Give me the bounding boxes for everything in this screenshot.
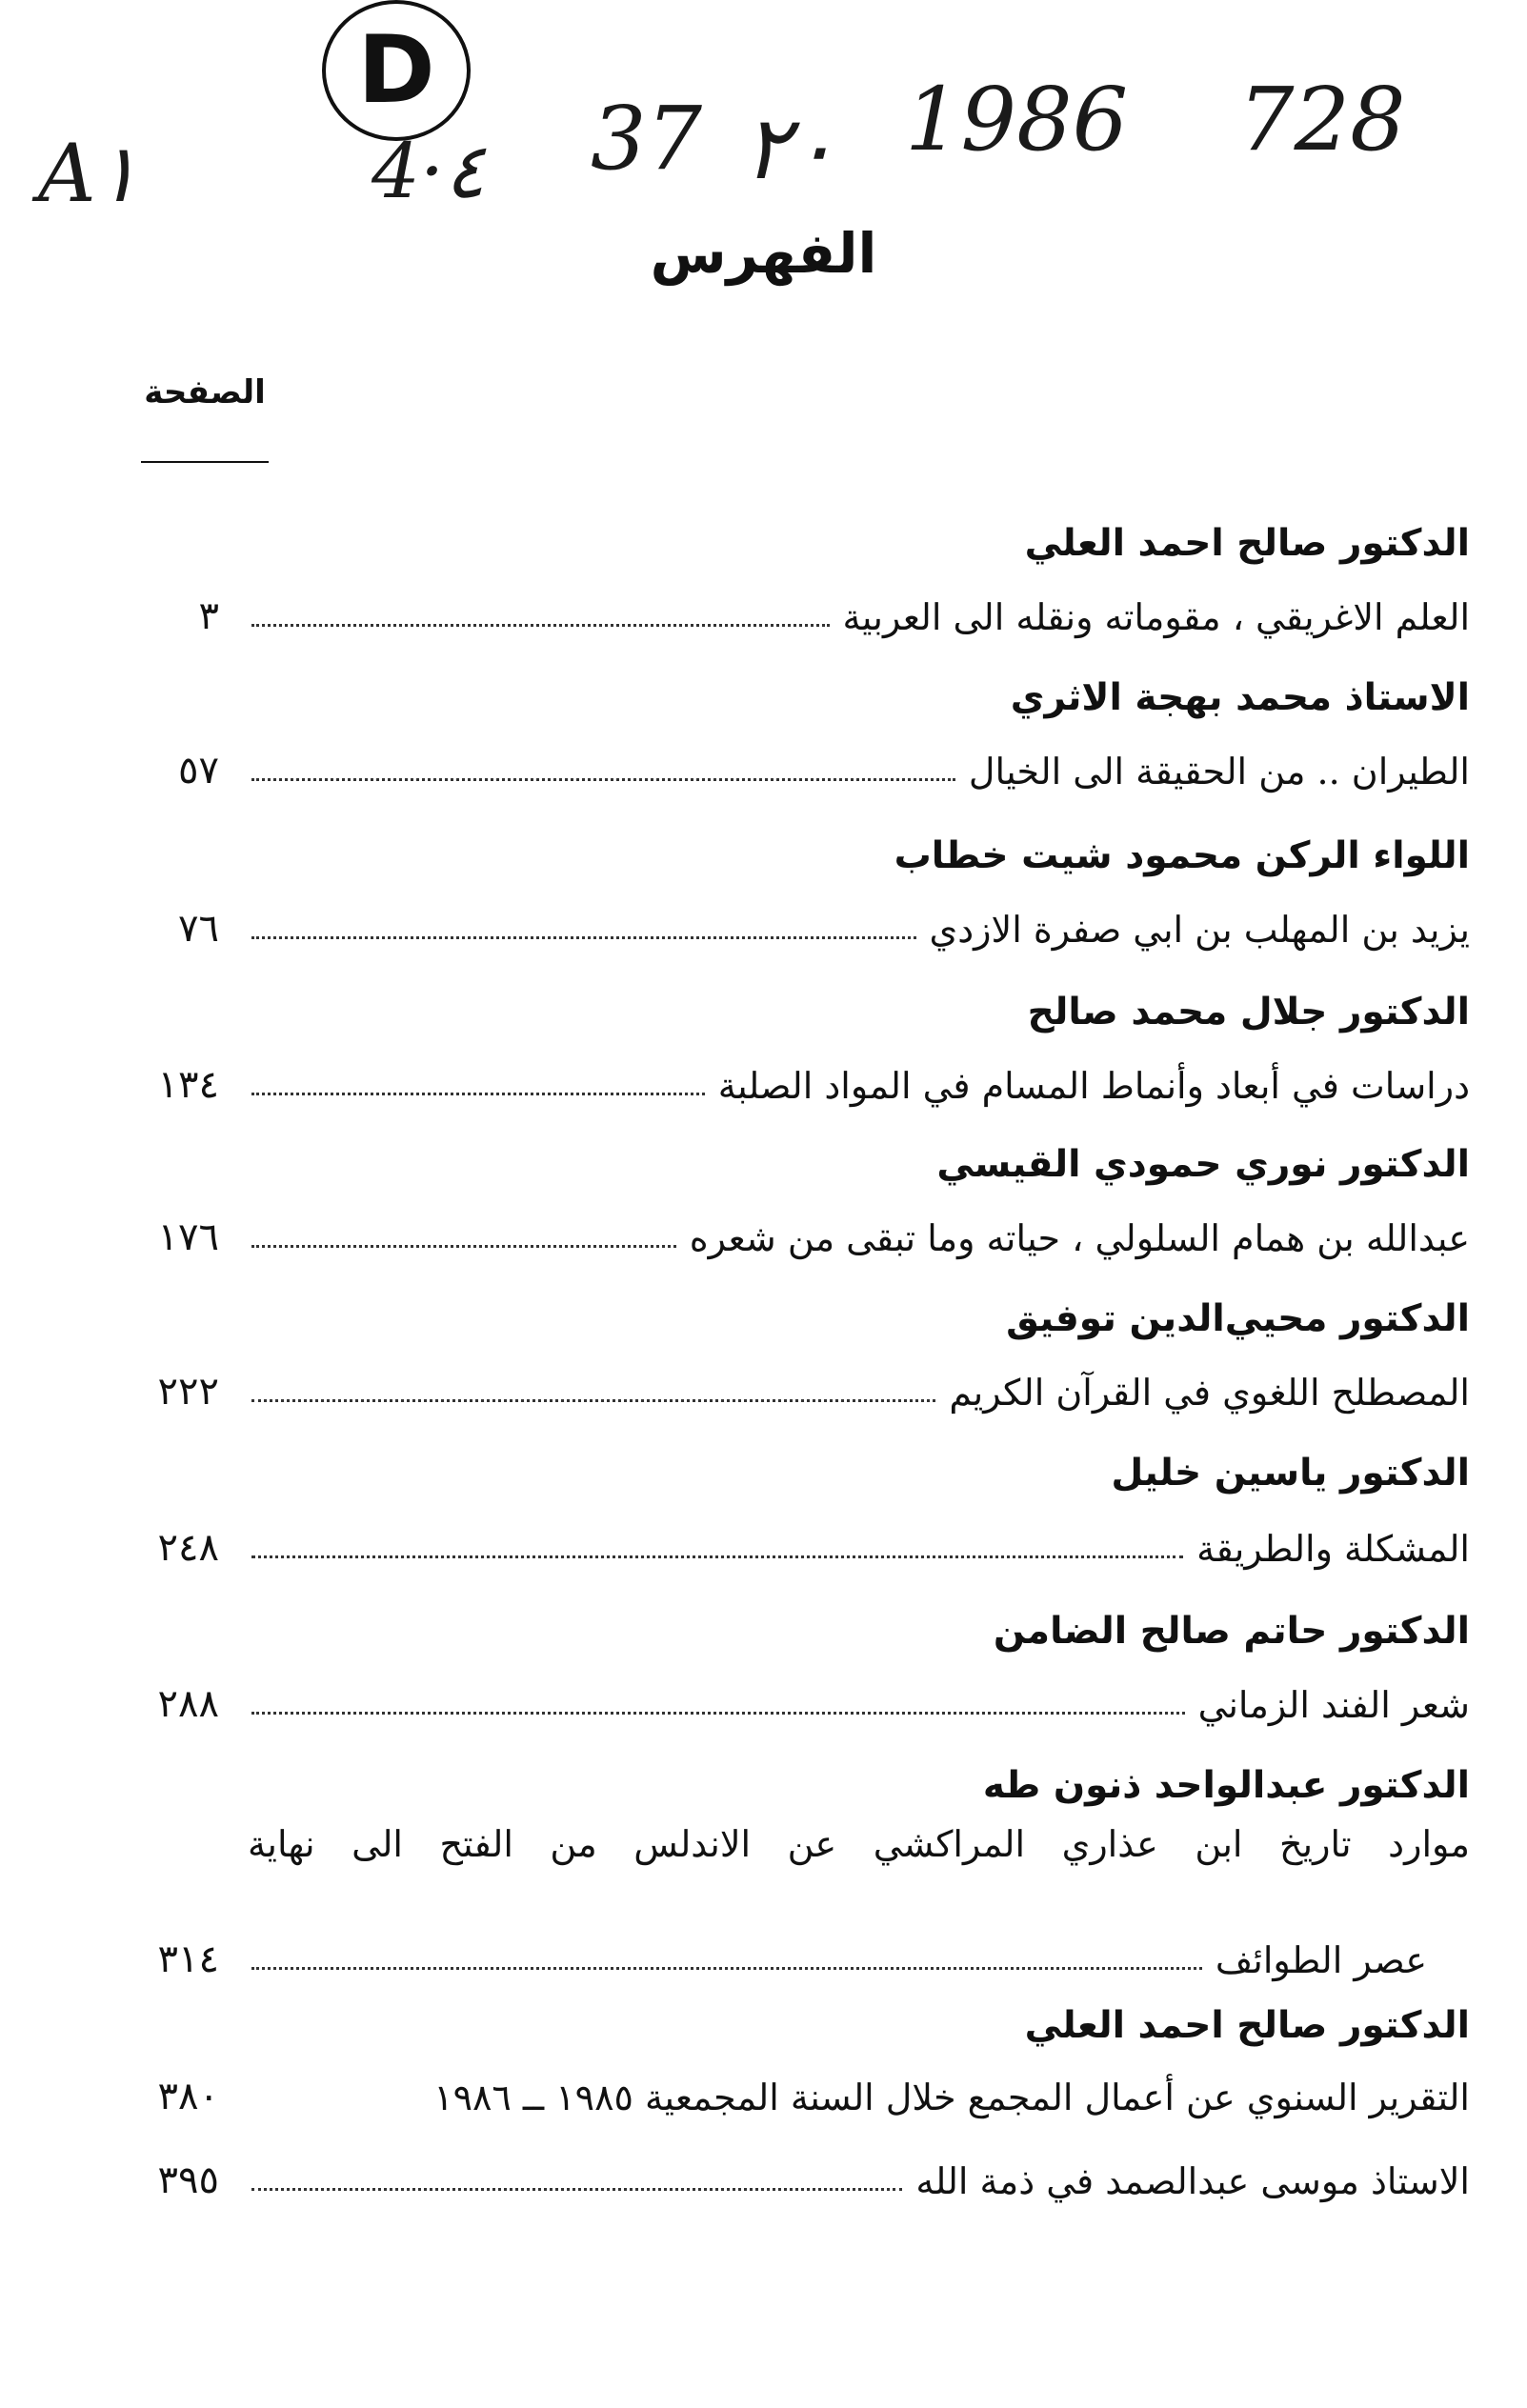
toc-page-number: ٣ [198,594,219,638]
handwritten-code-left: A١ [38,127,139,220]
toc-page-number: ٥٧ [178,749,219,793]
toc-entry[interactable] [114,2061,1470,2118]
toc-author: الدكتور صالح احمد العلي [1024,522,1470,565]
toc-page-number: ٣٨٠ [157,2075,219,2118]
handwritten-year: 1986 [905,69,1129,171]
toc-page-number: ٢٨٨ [157,1682,219,1726]
toc-entry-title: يزيد بن المهلب بن ابي صفرة الازدي [929,909,1470,951]
toc-entry-title: دراسات في أبعاد وأنماط المسام في المواد الصلبة [717,1065,1470,1107]
toc-leader-dots [251,1245,676,1248]
toc-author: اللواء الركن محمود شيت خطاب [894,834,1470,877]
toc-entry-title: الاستاذ موسى عبدالصمد في ذمة الله [915,2160,1470,2202]
toc-leader-dots [251,936,916,939]
toc-author: الدكتور محيي‌الدين توفيق [1006,1297,1470,1340]
handwritten-code-3: ٢٠ [743,97,837,199]
toc-leader-dots [251,1967,1202,1970]
toc-entry-title: المشكلة والطريقة [1196,1528,1470,1570]
toc-author: الدكتور ياسين خليل [1111,1452,1470,1495]
toc-entry[interactable] [114,1924,1427,1981]
toc-author: الدكتور حاتم صالح الضامن [993,1610,1470,1653]
toc-page-number: ٢٢٢ [157,1370,219,1414]
toc-page-number: ١٧٦ [157,1215,219,1259]
toc-entry[interactable] [114,1669,1470,1726]
toc-entry[interactable] [114,893,1470,951]
toc-entry[interactable] [114,581,1470,638]
toc-page-number: ٧٦ [178,907,219,951]
toc-entry-title: العلم الاغريقي ، مقوماته ونقله الى العربية [842,596,1470,638]
toc-entry[interactable] [114,735,1470,793]
toc-page-number: ١٣٤ [157,1063,219,1107]
toc-author: الدكتور جلال محمد صالح [1027,991,1470,1033]
toc-leader-dots [251,1555,1183,1558]
toc-entry-title-line1[interactable]: موارد تاريخ ابن عذاري المراكشي عن الاندلس من الفتح الى نهاية [248,1823,1470,1865]
toc-page-number: ٣١٤ [157,1937,219,1981]
handwritten-code-4: 728 [1238,69,1406,171]
toc-leader-dots [251,778,955,781]
toc-author: الدكتور عبدالواحد ذنون طه [982,1764,1470,1807]
toc-entry-title: عبدالله بن همام السلولي ، حياته وما تبقى من شعره [689,1217,1470,1259]
toc-entry-title: الطيران .. من الحقيقة الى الخيال [968,751,1470,793]
toc-leader-dots [251,1399,935,1402]
toc-entry[interactable] [114,1050,1470,1107]
toc-leader-dots [251,1712,1185,1715]
toc-entry[interactable] [114,1356,1470,1414]
toc-entry[interactable] [114,1513,1470,1570]
toc-entry[interactable] [114,2145,1470,2202]
toc-entry-title: المصطلح اللغوي في القرآن الكريم [949,1372,1470,1414]
stamp-letter: D [357,16,435,125]
toc-entry-title: التقرير السنوي عن أعمال المجمع خلال السنة المجمعية ١٩٨٥ ــ ١٩٨٦ [433,2077,1470,2118]
toc-leader-dots [251,2188,902,2191]
toc-entry-title-continuation: عصر الطوائف [1215,1939,1427,1981]
toc-page-number: ٢٤٨ [157,1526,219,1570]
handwritten-code-1: 4·٤ [372,127,486,215]
toc-entry-title: شعر الفند الزماني [1197,1684,1470,1726]
toc-entry[interactable] [114,1202,1470,1259]
toc-author: الاستاذ محمد بهجة الاثري [1010,676,1470,719]
toc-leader-dots [251,1093,705,1095]
toc-author: الدكتور صالح احمد العلي [1024,2004,1470,2047]
page-column-label: الصفحة [144,373,266,411]
page-column-rule [141,461,269,463]
stamp-circle [322,0,471,141]
toc-author: الدكتور نوري حمودي القيسي [936,1143,1470,1186]
page-title: الفهرس [650,221,877,286]
toc-page-number: ٣٩٥ [157,2158,219,2202]
handwritten-code-2: 37 [591,88,703,190]
toc-leader-dots [251,624,830,627]
